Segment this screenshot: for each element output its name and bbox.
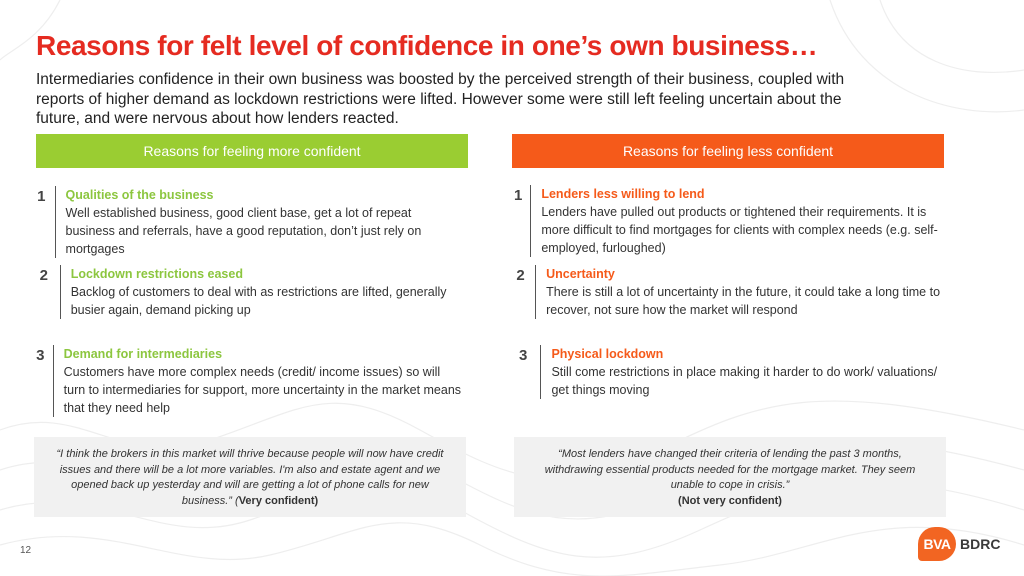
reason-title: Lockdown restrictions eased: [70, 267, 243, 281]
less-confident-reason-1: [512, 185, 942, 257]
reason-text: Customers have more complex needs (credit/ income issues) so will turn to intermediaries for support, more uncertainty in the market means that they need help: [63, 365, 462, 415]
less-confident-quote-box: [514, 437, 946, 517]
reason-number: 2: [516, 267, 525, 284]
reason-title: Uncertainty: [546, 267, 615, 281]
logo-badge: BVA: [918, 527, 956, 561]
reason-number: 1: [37, 188, 46, 205]
quote-source: (Not very confident): [678, 494, 782, 507]
more-confident-quote-box: [34, 437, 466, 517]
reason-text: Well established business, good client base, get a lot of repeat business and referrals, have a good reputation, don’t just rely on mortgages: [65, 206, 422, 256]
divider: [53, 345, 54, 417]
more-confident-reason-3: [34, 345, 464, 417]
reason-text: Backlog of customers to deal with as restrictions are lifted, generally busier again, demand picking up: [70, 285, 447, 317]
reason-title: Lenders less willing to lend: [541, 187, 705, 201]
page-title: Reasons for felt level of confidence in one’s own business…: [36, 30, 818, 61]
more-confident-reason-2: [34, 265, 464, 319]
divider: [55, 186, 56, 258]
reason-number: 3: [519, 347, 528, 364]
quote-source: Very confident): [238, 494, 319, 507]
less-confident-header: Reasons for feeling less confident: [512, 134, 944, 168]
reason-text: There is still a lot of uncertainty in the future, it could take a long time to recover, not sure how the market will respond: [546, 285, 941, 317]
quote-text: “Most lenders have changed their criteria of lending the past 3 months, withdrawing essential products needed for the mortgage market. They seem unable to cope in crisis.”: [544, 448, 916, 491]
divider: [540, 345, 541, 399]
more-confident-reason-1: [34, 186, 464, 258]
bva-bdrc-logo: [918, 527, 1000, 561]
reason-number: 3: [36, 347, 45, 364]
page-subtitle: Intermediaries confidence in their own business was boosted by the perceived strength of their business, coupled with reports of higher demand as lockdown restrictions were lifted. However some were still left feeling uncertain about the future, and were nervous about how lenders reacted.: [36, 71, 845, 127]
reason-title: Physical lockdown: [551, 347, 664, 361]
reason-text: Lenders have pulled out products or tightened their requirements. It is more difficult to find mortgages for clients with complex needs (e.g. self-employed, furloughed): [541, 205, 938, 255]
divider: [530, 185, 531, 257]
reason-title: Qualities of the business: [65, 188, 214, 202]
reason-number: 1: [514, 187, 523, 204]
reason-number: 2: [39, 267, 49, 284]
divider: [60, 265, 61, 319]
reason-title: Demand for intermediaries: [63, 347, 223, 361]
less-confident-reason-3: [512, 345, 942, 399]
reason-text: Still come restrictions in place making it harder to do work/ valuations/ get things moving: [551, 365, 938, 397]
more-confident-header: Reasons for feeling more confident: [36, 134, 468, 168]
logo-text: BDRC: [960, 536, 1001, 552]
quote-text: “I think the brokers in this market will thrive because people will now have credit issues and there will be a lot more variables. I'm also and estate agent and we opened back up yesterday and will are getting a lot of phone calls for new business.” (: [56, 448, 444, 507]
page-number: 12: [20, 545, 32, 556]
divider: [535, 265, 536, 319]
less-confident-reason-2: [512, 265, 942, 319]
